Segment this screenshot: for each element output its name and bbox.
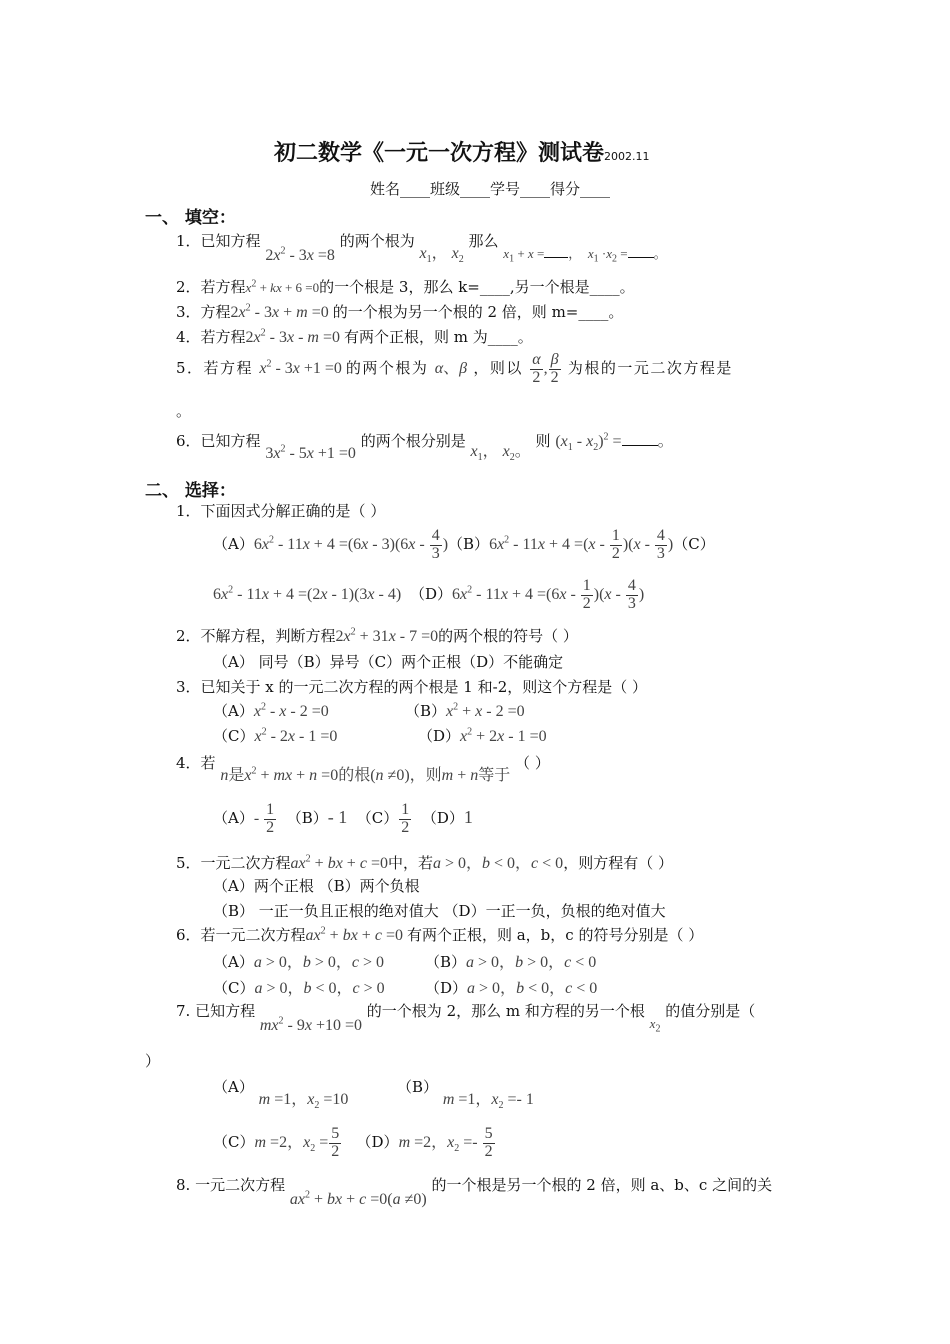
choice-question-3-options-row1: $(A)x^2 - x - 2 =0$ [213, 701, 329, 720]
choice-question-7-close: ） [145, 1052, 161, 1070]
choice-question-1-options-row2: $6x^2 - 11x + 4 =(2x - 1)(3x - 4)$ $(D)6x^2 - 11x + 4 =(6x$ - $\frac{1}{2}$ )(x - $\frac{4}{3}$ ) [213, 577, 645, 612]
section-choice-heading: 二、 选择： [145, 481, 236, 501]
equation: $2x^2 - 3x =8$ [265, 245, 335, 264]
student-info-line: 姓名____班级____学号____得分____ [370, 180, 611, 198]
choice-question-1-options-row1: $(A)6x^2 - 11x + 4 =(6x - 3)(6x$ - $\frac{4}{3}$ )$(B)6x^2 - 11x + 4 =(x$ - $\frac{1}{2}$ )(x - $\frac{4}{3}$ )（C） [213, 527, 715, 562]
choice-question-3-options-row2: $(C)x^2 - 2x - 1 =0$ [213, 726, 338, 745]
section-fill-heading: 一、 填空： [145, 208, 236, 228]
choice-question-8: 8. 一元二次方程 $ax^2$ + bx + c =0(a ≠0) 的一个根是另一个根的 2 倍，则 a、b、c 之间的关 [176, 1176, 773, 1208]
choice-question-2-options: （A） 同号（B）异号（C）两个正根（D）不能确定 [213, 653, 564, 671]
choice-question-7: 7. 已知方程 $mx^2 - 9x +10 =0$ 的一个根为 2，那么 m 和方程的另一个根 $x_2$ 的值分别是（ [176, 1002, 756, 1035]
choice-question-2: 2．不解方程，判断方程$2x^2 + 31x - 7 =0$的两个根的符号（ ） [176, 626, 578, 645]
choice-question-6-options-row2: （C）a > 0，b < 0，c > 0 [213, 979, 385, 997]
choice-question-7-options-row1: （A） m =1，$x_2 =10$ [213, 1078, 349, 1112]
choice-question-5: 5．一元二次方程$ax^2$ + bx + c =0中，若a > 0，b < 0，c < 0，则方程有（ ） [176, 853, 673, 872]
choice-question-1: 1．下面因式分解正确的是（ ） [176, 502, 386, 520]
page-title: 初二数学《一元一次方程》测试卷2002.11 [274, 141, 650, 166]
fill-question-5: 5．若方程 $x^2 - 3x +1 =0$ 的两个根为 α、β ，则以 $\frac{\alpha}{2}$ , $\frac{\beta}{2}$ 为根的一元二次方程是 [176, 351, 733, 386]
choice-question-6-options-row1: （A）a > 0，b > 0，c > 0 [213, 953, 385, 971]
fill-question-3: 3．方程$2x^2 - 3x + m =0$ 的一个根为另一个根的 2 倍，则 m=____。 [176, 302, 624, 321]
fill-question-6: 6．已知方程 $3x^2 - 5x +1 =0$ 的两个根分别是 $x_1$， $x_2$。 则 $(x_1 - x_2)^2$ = 。 [176, 431, 674, 464]
fill-question-2: 2．若方程$x^2$ + kx + 6 =0的一个根是 3，那么 k=____,另一个根是____。 [176, 278, 635, 296]
choice-question-4-options: （A）- $\frac{1}{2}$ （B）- 1 （C） $\frac{1}{2}$ （D）1 [213, 801, 473, 836]
date: 2002.11 [604, 150, 650, 163]
choice-question-3: 3．已知关于 x 的一元二次方程的两个根是 1 和-2，则这个方程是（ ） [176, 678, 648, 696]
fill-question-4: 4．若方程$2x^2 - 3x - m =0$ 有两个正根，则 m 为____。 [176, 327, 533, 346]
fill-question-5-end: 。 [176, 402, 192, 420]
fill-question-1: 1．已知方程 $2x^2 - 3x =8$ 的两个根为 $x_1$， $x_2$ 那么 $x_1 + x$ = ， $x_1 \cdot x_2$ = 。 [176, 232, 667, 266]
choice-question-7-options-row2: （C）m =2，$x_2$ = $\frac{5}{2}$ （D）m =2，$x_2$ =- $\frac{5}{2}$ [213, 1125, 493, 1160]
choice-question-5-options-row2: （B） 一正一负且正根的绝对值大 （D）一正一负，负根的绝对值大 [213, 902, 666, 920]
choice-question-4: 4．若 n是$x^2$ + mx + n =0的根(n ≠0)，则m + n等于 （ ） [176, 754, 550, 784]
choice-question-5-options-row1: （A）两个正根 （B）两个负根 [213, 877, 420, 895]
choice-question-6: 6．若一元二次方程$ax^2$ + bx + c =0 有两个正根，则 a，b，c 的符号分别是（ ） [176, 925, 704, 944]
